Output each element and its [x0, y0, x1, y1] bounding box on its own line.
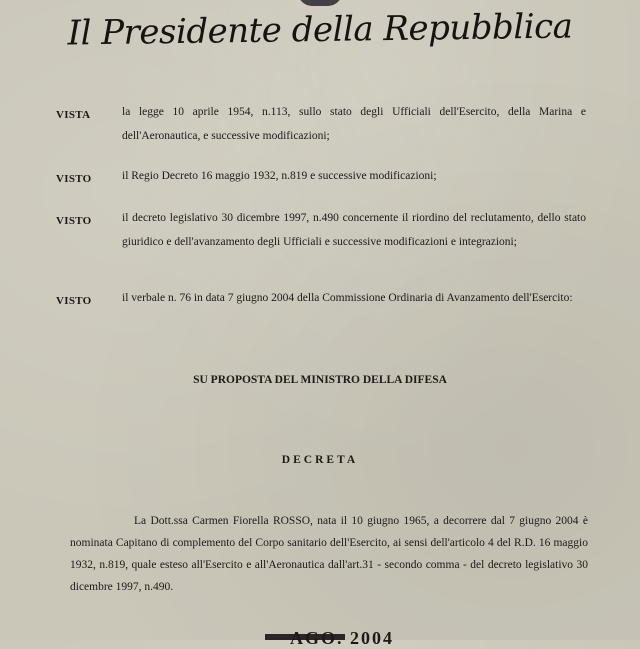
decree-body: La Dott.ssa Carmen Fiorella ROSSO, nata il 10 giugno 1965, a decorrere dal 7 giugno 2004 è nominata Capitano di complemento del Corpo sanitario dell'Esercito, ai sensi dell'articolo 4 del R.D. 16 maggio 1932, n.819, quale esteso all'Esercito e all'Aeronautica dall'art.31 - secondo comma - del decreto legislativo 30 dicembre 1997, n.490. [70, 515, 588, 593]
recital-label: VISTO [56, 215, 92, 227]
recital-text: il decreto legislativo 30 dicembre 1997, n.490 concernente il riordino del reclutamento, dello stato giuridico e dell'avanzamento degli Ufficiali e successive modificazioni e integrazioni; [122, 212, 586, 248]
date-stamp: AGO. 2004 [290, 628, 395, 648]
decree-heading: DECRETA [281, 454, 359, 466]
recital-text: il Regio Decreto 16 maggio 1932, n.819 e successive modificazioni; [122, 170, 437, 182]
recital-4 [56, 286, 586, 313]
recital-text: la legge 10 aprile 1954, n.113, sullo stato degli Ufficiali dell'Esercito, della Marina e dell'Aeronautica, e successive modificazioni; [122, 106, 586, 142]
proposal-heading: SU PROPOSTA DEL MINISTRO DELLA DIFESA [193, 374, 447, 386]
recital-label: VISTA [56, 109, 91, 121]
recital-3 [56, 206, 586, 254]
recital-text: il verbale n. 76 in data 7 giugno 2004 della Commissione Ordinaria di Avanzamento dell'Esercito: [122, 292, 573, 304]
document-title: Il Presidente della Repubblica [67, 6, 573, 54]
recital-label: VISTO [56, 295, 92, 307]
republic-emblem-icon [298, 0, 342, 6]
recital-label: VISTO [56, 173, 92, 185]
recital-1 [56, 100, 586, 148]
recital-2 [56, 164, 586, 191]
